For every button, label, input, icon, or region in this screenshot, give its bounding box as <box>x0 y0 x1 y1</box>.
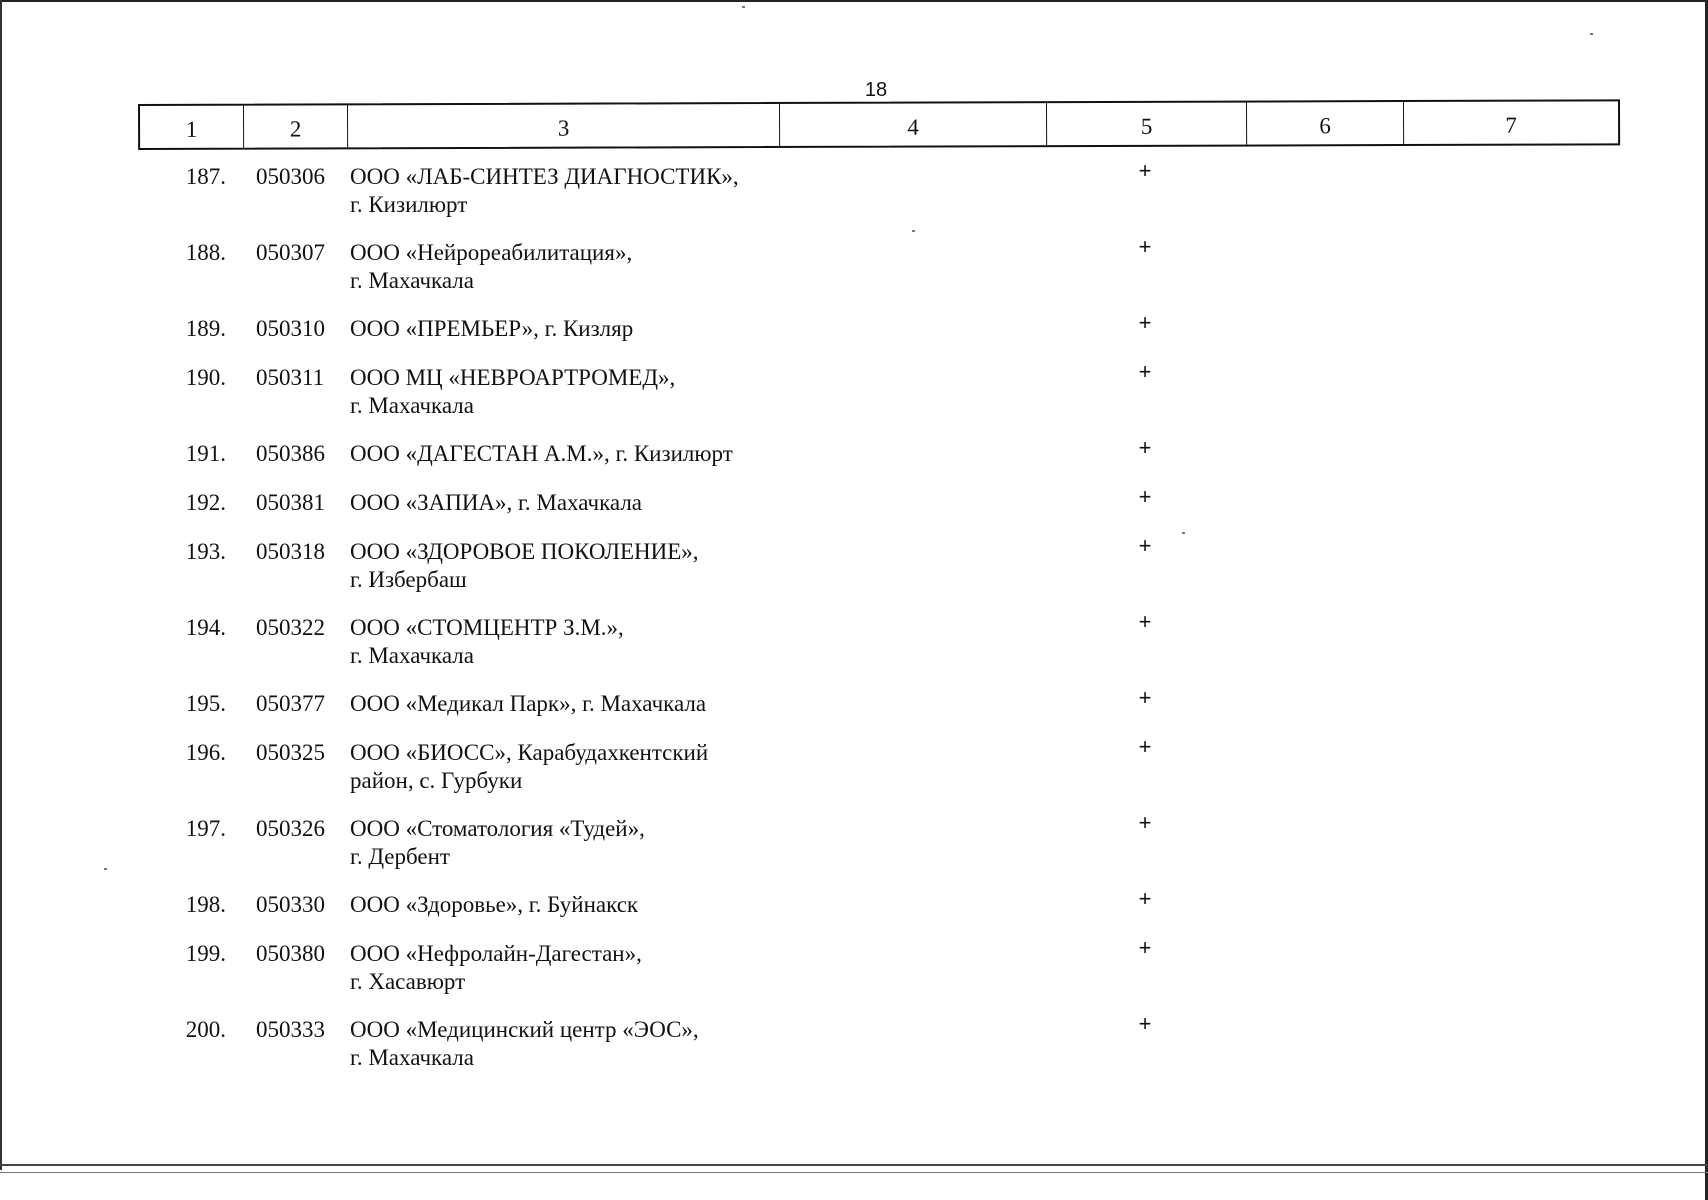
row-col5-mark: + <box>1138 935 1152 960</box>
row-col5-mark: + <box>1138 234 1152 259</box>
table-row <box>0 685 1708 739</box>
row-number: 195. <box>185 691 226 716</box>
row-organization-name <box>350 364 790 420</box>
organization-name-line: ООО «ДАГЕСТАН А.М.», г. Кизилюрт <box>350 441 733 466</box>
row-col5-mark: + <box>1138 886 1152 911</box>
page-number: 18 <box>864 79 888 101</box>
table-row <box>0 158 1708 239</box>
row-number: 191. <box>185 441 226 466</box>
row-organization-name <box>350 440 790 468</box>
organization-name-line: ООО «СТОМЦЕНТР З.М.», <box>350 615 624 640</box>
scan-edge-top <box>0 0 1708 2</box>
row-organization-name <box>350 489 790 517</box>
header-col-6: 6 <box>1247 102 1404 144</box>
organization-name-line: ООО «Здоровье», г. Буйнакск <box>350 892 639 917</box>
table-row <box>0 1011 1708 1092</box>
row-organization-name <box>350 891 790 919</box>
row-code: 050318 <box>256 539 325 564</box>
table-row <box>0 810 1708 891</box>
organization-name-line: г. Дербент <box>350 844 450 869</box>
organization-name-line: ООО «Стоматология «Тудей», <box>350 816 645 841</box>
row-organization-name <box>350 239 790 295</box>
row-col5-mark: + <box>1138 810 1152 835</box>
row-organization-name <box>350 163 790 219</box>
organization-name-line: район, с. Гурбуки <box>350 768 523 793</box>
row-col5-mark: + <box>1138 158 1152 183</box>
organization-name-line: ООО «БИОСС», Карабудахкентский <box>350 740 709 765</box>
row-number: 198. <box>185 892 226 917</box>
row-code: 050322 <box>256 615 325 640</box>
header-col-5: 5 <box>1047 103 1247 146</box>
organization-name-line: г. Махачкала <box>350 643 474 668</box>
row-code: 050380 <box>256 941 325 966</box>
row-number: 196. <box>185 740 226 765</box>
row-organization-name <box>350 739 790 795</box>
row-code: 050325 <box>256 740 325 765</box>
row-number: 192. <box>185 490 226 515</box>
row-code: 050377 <box>256 691 325 716</box>
row-number: 199. <box>185 941 226 966</box>
row-col5-mark: + <box>1138 609 1152 634</box>
organization-name-line: ООО «ПРЕМЬЕР», г. Кизляр <box>350 316 634 341</box>
row-col5-mark: + <box>1138 734 1152 759</box>
organization-name-line: г. Махачкала <box>350 393 474 418</box>
organization-name-line: ООО «Медикал Парк», г. Махачкала <box>350 691 707 716</box>
table-header-row <box>138 99 1620 150</box>
table-row <box>0 734 1708 815</box>
row-number: 197. <box>185 816 226 841</box>
row-number: 194. <box>185 615 226 640</box>
row-organization-name <box>350 690 790 718</box>
table-row <box>0 935 1708 1016</box>
organization-name-line: ООО «Нейрореабилитация», <box>350 240 633 265</box>
row-code: 050306 <box>256 164 325 189</box>
row-col5-mark: + <box>1138 533 1152 558</box>
row-code: 050311 <box>256 365 325 390</box>
row-organization-name <box>350 815 790 871</box>
organization-name-line: г. Махачкала <box>350 268 474 293</box>
row-code: 050386 <box>256 441 325 466</box>
organization-name-line: ООО МЦ «НЕВРОАРТРОМЕД», <box>350 365 676 390</box>
row-organization-name <box>350 1016 790 1072</box>
organization-name-line: ООО «ЛАБ-СИНТЕЗ ДИАГНОСТИК», <box>350 164 739 189</box>
row-number: 190. <box>185 365 226 390</box>
row-organization-name <box>350 940 790 996</box>
row-number: 187. <box>185 164 226 189</box>
row-col5-mark: + <box>1138 1011 1152 1036</box>
row-col5-mark: + <box>1138 310 1152 335</box>
row-number: 193. <box>185 539 226 564</box>
row-number: 189. <box>185 316 226 341</box>
organization-name-line: ООО «Медицинский центр «ЭОС», <box>350 1017 699 1042</box>
table-row <box>0 435 1708 489</box>
organization-name-line: г. Избербаш <box>350 567 467 592</box>
row-number: 188. <box>185 240 226 265</box>
row-number: 200. <box>185 1017 226 1042</box>
scan-speck <box>742 6 745 8</box>
organization-name-line: ООО «ЗАПИА», г. Махачкала <box>350 490 643 515</box>
header-col-4: 4 <box>780 103 1047 146</box>
row-col5-mark: + <box>1138 435 1152 460</box>
row-col5-mark: + <box>1138 484 1152 509</box>
table-row <box>0 886 1708 940</box>
scan-edge-bottom-secondary <box>0 1172 1708 1173</box>
organization-name-line: г. Кизилюрт <box>350 192 468 217</box>
row-code: 050333 <box>256 1017 325 1042</box>
organization-name-line: г. Махачкала <box>350 1045 474 1070</box>
table-body <box>0 158 1708 1092</box>
row-organization-name <box>350 538 790 594</box>
header-col-2: 2 <box>244 105 348 147</box>
organization-name-line: ООО «ЗДОРОВОЕ ПОКОЛЕНИЕ», <box>350 539 699 564</box>
row-code: 050330 <box>256 892 325 917</box>
scan-speck <box>1590 33 1593 35</box>
table-row <box>0 234 1708 315</box>
table-row <box>0 484 1708 538</box>
header-col-1: 1 <box>140 106 244 148</box>
table-row <box>0 310 1708 364</box>
row-code: 050381 <box>256 490 325 515</box>
row-organization-name <box>350 614 790 670</box>
row-col5-mark: + <box>1138 359 1152 384</box>
header-col-3: 3 <box>348 104 780 147</box>
row-code: 050326 <box>256 816 325 841</box>
table-row <box>0 533 1708 614</box>
table-row <box>0 609 1708 690</box>
row-col5-mark: + <box>1138 685 1152 710</box>
row-organization-name <box>350 315 790 343</box>
scan-edge-bottom <box>0 1164 1708 1166</box>
table-row <box>0 359 1708 440</box>
row-code: 050307 <box>256 240 325 265</box>
header-col-7: 7 <box>1505 112 1517 138</box>
row-code: 050310 <box>256 316 325 341</box>
organization-name-line: ООО «Нефролайн-Дагестан», <box>350 941 642 966</box>
organization-name-line: г. Хасавюрт <box>350 969 466 994</box>
